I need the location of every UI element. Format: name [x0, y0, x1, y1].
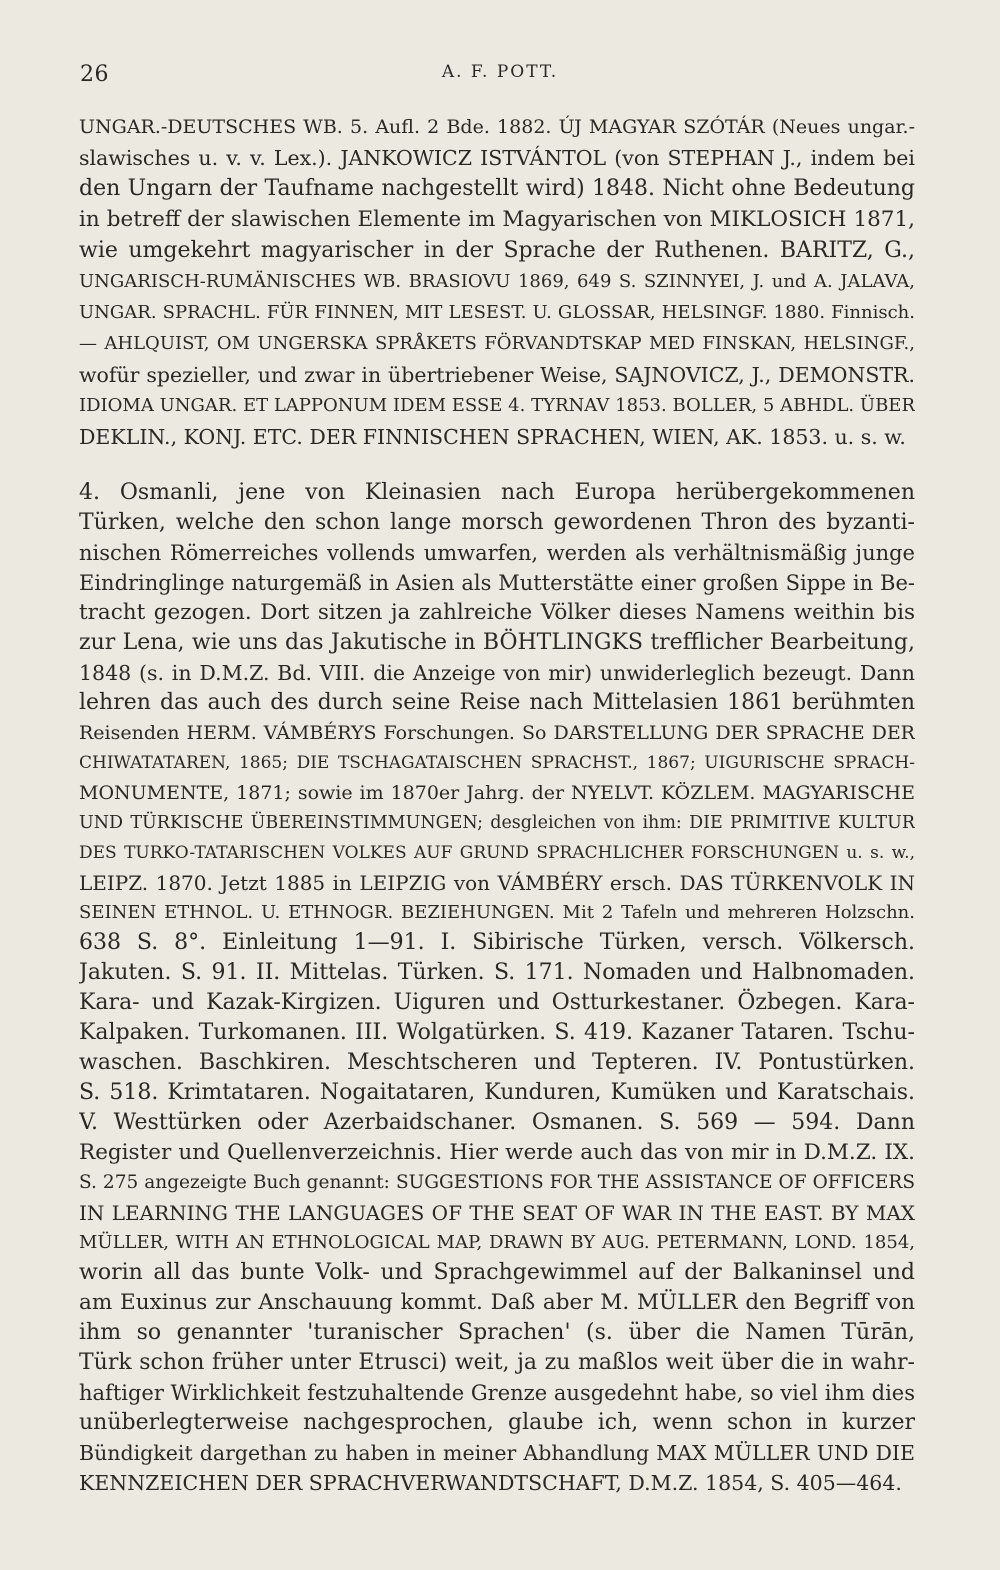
text-line: IDIOMA UNGAR. ET LAPPONUM IDEM ESSE 4. TYRNAV 1853. BOLLER, 5 ABHDL. ÜBER [79, 395, 915, 416]
text-line: LEIPZ. 1870. Jetzt 1885 in LEIPZIG von VÁMBÉRY ersch. DAS TÜRKENVOLK IN [79, 871, 915, 895]
text-line: V. Westtürken oder Azerbaidschaner. Osmanen. S. 569 — 594. Dann [79, 1110, 915, 1135]
text-line: KENNZEICHEN DER SPRACHVERWANDTSCHAFT, D.M.Z. 1854, S. 405—464. [79, 1471, 902, 1495]
text-line: worin all das bunte Volk- und Sprachgewimmel auf der Balkaninsel und [79, 1260, 915, 1285]
text-line: MÜLLER, WITH AN ETHNOLOGICAL MAP, DRAWN BY AUG. PETERMANN, LOND. 1854, [79, 1232, 915, 1253]
text-line: Jakuten. S. 91. II. Mittelas. Türken. S. 171. Nomaden und Halbnomaden. [79, 960, 915, 985]
text-line: S. 275 angezeigte Buch genannt: SUGGESTIONS FOR THE ASSISTANCE OF OFFICERS [79, 1172, 915, 1193]
section-heading-line: 4. Osmanli, jene von Kleinasien nach Europa herübergekommenen [79, 480, 915, 505]
text-line: 1848 (s. in D.M.Z. Bd. VIII. die Anzeige von mir) unwiderleglich bezeugt. Dann [79, 661, 915, 685]
text-line: UNGAR.-DEUTSCHES WB. 5. Aufl. 2 Bde. 1882. ÚJ MAGYAR SZÓTÁR (Neues ungar.- [79, 116, 915, 138]
text-line: — AHLQUIST, OM UNGERSKA SPRÅKETS FÖRVANDTSKAP MED FINSKAN, HELSINGF., [79, 333, 915, 354]
text-line: wofür spezieller, und zwar in übertriebener Weise, SAJNOVICZ, J., DEMONSTR. [79, 363, 915, 387]
text-line: SEINEN ETHNOL. U. ETHNOGR. BEZIEHUNGEN. Mit 2 Tafeln und mehreren Holzschn. [79, 902, 915, 923]
text-line: den Ungarn der Taufname nachgestellt wird) 1848. Nicht ohne Bedeutung [79, 176, 915, 201]
text-line: Kara- und Kazak-Kirgizen. Uiguren und Ostturkestaner. Özbegen. Kara- [79, 990, 915, 1015]
text-line: haftiger Wirklichkeit festzuhaltende Grenze ausgedehnt habe, so viel ihm dies [79, 1381, 915, 1405]
text-line: tracht gezogen. Dort sitzen ja zahlreiche Völker dieses Namens weithin bis [79, 600, 915, 625]
text-line: am Euxinus zur Anschauung kommt. Daß aber M. MÜLLER den Begriff von [79, 1290, 915, 1315]
text-line: IN LEARNING THE LANGUAGES OF THE SEAT OF WAR IN THE EAST. BY MAX [79, 1201, 915, 1225]
text-line: waschen. Baschkiren. Meschtscheren und Tepteren. IV. Pontustürken. [79, 1050, 915, 1075]
text-line: UNGAR. SPRACHL. FÜR FINNEN, MIT LESEST. U. GLOSSAR, HELSINGF. 1880. Finnisch. [79, 302, 915, 323]
text-line: Register und Quellenverzeichnis. Hier werde auch das von mir in D.M.Z. IX. [79, 1140, 915, 1165]
running-head: A. F. POTT. [441, 62, 559, 82]
text-line: UND TÜRKISCHE ÜBEREINSTIMMUNGEN; desgleichen von ihm: DIE PRIMITIVE KULTUR [79, 813, 915, 833]
text-line: zur Lena, wie uns das Jakutische in BÖHTLINGKS trefflicher Bearbeitung, [79, 630, 915, 655]
text-line: wie umgekehrt magyarischer in der Sprache der Ruthenen. BARITZ, G., [79, 238, 915, 263]
text-line: ihm so genannter 'turanischer Sprachen' (s. über die Namen Tūrān, [79, 1320, 915, 1345]
text-line: CHIWATATAREN, 1865; DIE TSCHAGATAISCHEN SPRACHST., 1867; UIGURISCHE SPRACH- [79, 753, 915, 773]
text-line: Bündigkeit dargethan zu haben in meiner Abhandlung MAX MÜLLER UND DIE [79, 1441, 915, 1465]
text-line: Türk schon früher unter Etrusci) weit, ja zu maßlos weit über die in wahr- [79, 1350, 915, 1375]
text-line: 638 S. 8°. Einleitung 1—91. I. Sibirische Türken, versch. Völkersch. [79, 930, 915, 955]
text-line: unüberlegterweise nachgesprochen, glaube ich, wenn schon in kurzer [79, 1410, 915, 1435]
text-line: UNGARISCH-RUMÄNISCHES WB. BRASIOVU 1869, 649 S. SZINNYEI, J. und A. JALAVA, [79, 271, 915, 292]
text-line: Reisenden HERM. VÁMBÉRYS Forschungen. So DARSTELLUNG DER SPRACHE DER [79, 722, 915, 744]
text-line: DEKLIN., KONJ. ETC. DER FINNISCHEN SPRACHEN, WIEN, AK. 1853. u. s. w. [79, 425, 906, 449]
page-number: 26 [80, 62, 109, 87]
text-line: MONUMENTE, 1871; sowie im 1870er Jahrg. der NYELVT. KÖZLEM. MAGYARISCHE [79, 782, 915, 804]
text-line: Kalpaken. Turkomanen. III. Wolgatürken. S. 419. Kazaner Tataren. Tschu- [79, 1020, 915, 1045]
text-line: lehren das auch des durch seine Reise nach Mittelasien 1861 berühmten [79, 690, 915, 715]
text-line: Eindringlinge naturgemäß in Asien als Mutterstätte einer großen Sippe in Be- [79, 571, 915, 595]
text-line: nischen Römerreiches vollends umwarfen, werden als verhältnismäßig junge [79, 541, 915, 565]
text-line: slawisches u. v. v. Lex.). JANKOWICZ ISTVÁNTOL (von STEPHAN J., indem bei [79, 146, 915, 170]
text-line: S. 518. Krimtataren. Nogaitataren, Kunduren, Kumüken und Karatschais. [79, 1080, 915, 1105]
text-line: in betreff der slawischen Elemente im Magyarischen von MIKLOSICH 1871, [79, 207, 915, 232]
text-line: DES TURKO-TATARISCHEN VOLKES AUF GRUND SPRACHLICHER FORSCHUNGEN u. s. w., [79, 843, 915, 863]
text-line: Türken, welche den schon lange morsch gewordenen Thron des byzanti- [79, 510, 915, 535]
